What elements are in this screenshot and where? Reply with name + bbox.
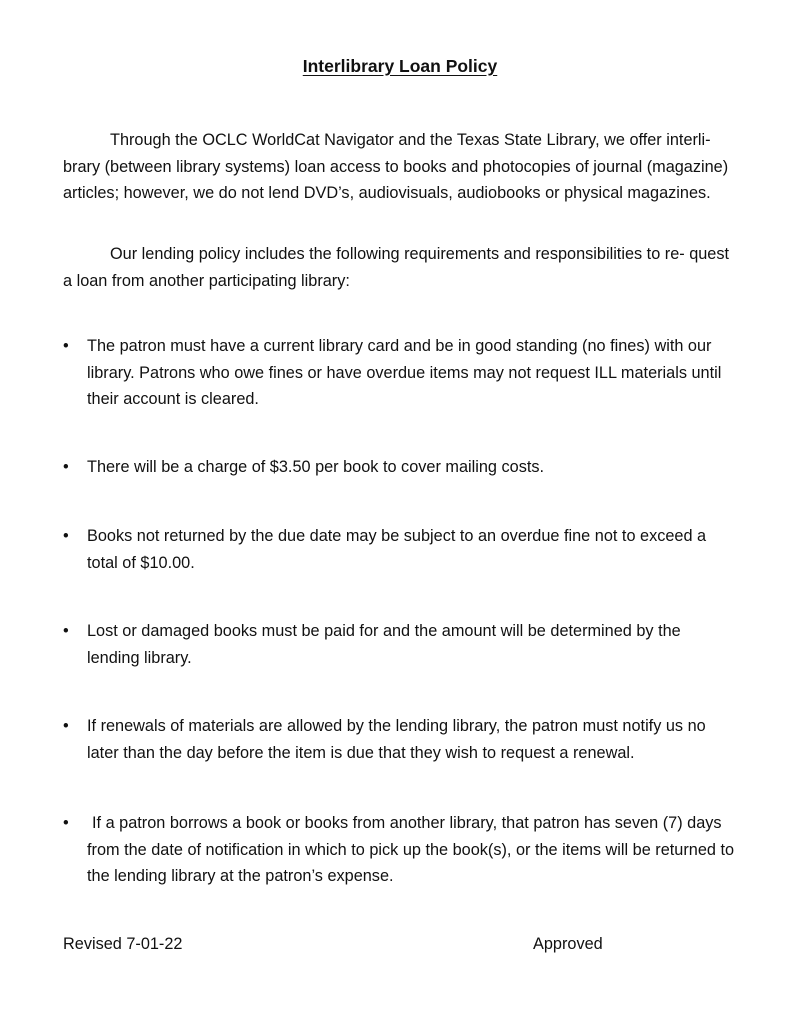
bullet-icon: • (63, 717, 69, 735)
intro-paragraph: Through the OCLC WorldCat Navigator and the Texas State Library, we offer interli- brary (between library systems) loan access to books and photocopies of journal (magazine) articles; however, we do not lend DVD’s, audiovisuals, audiobooks or physical magazines. (63, 131, 729, 202)
revised-date: Revised 7-01-22 (63, 935, 183, 953)
list-item (63, 713, 735, 766)
list-item-text: Books not returned by the due date may be subject to an overdue fine not to exceed a total of $10.00. (87, 527, 707, 572)
bullet-icon: • (63, 458, 69, 476)
bullet-icon: • (63, 622, 69, 640)
bullet-icon: • (63, 814, 69, 832)
list-item (63, 810, 735, 890)
list-item-text: The patron must have a current library card and be in good standing (no fines) with our library. Patrons who owe fines or have overdue items may not request ILL materials until their account is cleared. (87, 337, 722, 408)
list-item-text: There will be a charge of $3.50 per book to cover mailing costs. (87, 458, 545, 476)
list-item (63, 333, 735, 413)
list-item (63, 618, 735, 671)
policy-intro-paragraph: Our lending policy includes the following requirements and responsibilities to re- quest a loan from another participating library: (63, 245, 730, 290)
list-item-text: If a patron borrows a book or books from another library, that patron has seven (7) days from the date of notification in which to pick up the book(s), or the items will be returned to the lending library at the patron’s expense. (87, 814, 735, 885)
approved-label: Approved (533, 935, 603, 953)
bullet-icon: • (63, 527, 69, 545)
list-item-text: Lost or damaged books must be paid for and the amount will be determined by the lending library. (87, 622, 681, 667)
list-item (63, 454, 735, 481)
list-item-text: If renewals of materials are allowed by the lending library, the patron must notify us no later than the day before the item is due that they wish to request a renewal. (87, 717, 706, 762)
page-title: Interlibrary Loan Policy (302, 56, 498, 76)
list-item (63, 523, 735, 576)
bullet-icon: • (63, 337, 69, 355)
